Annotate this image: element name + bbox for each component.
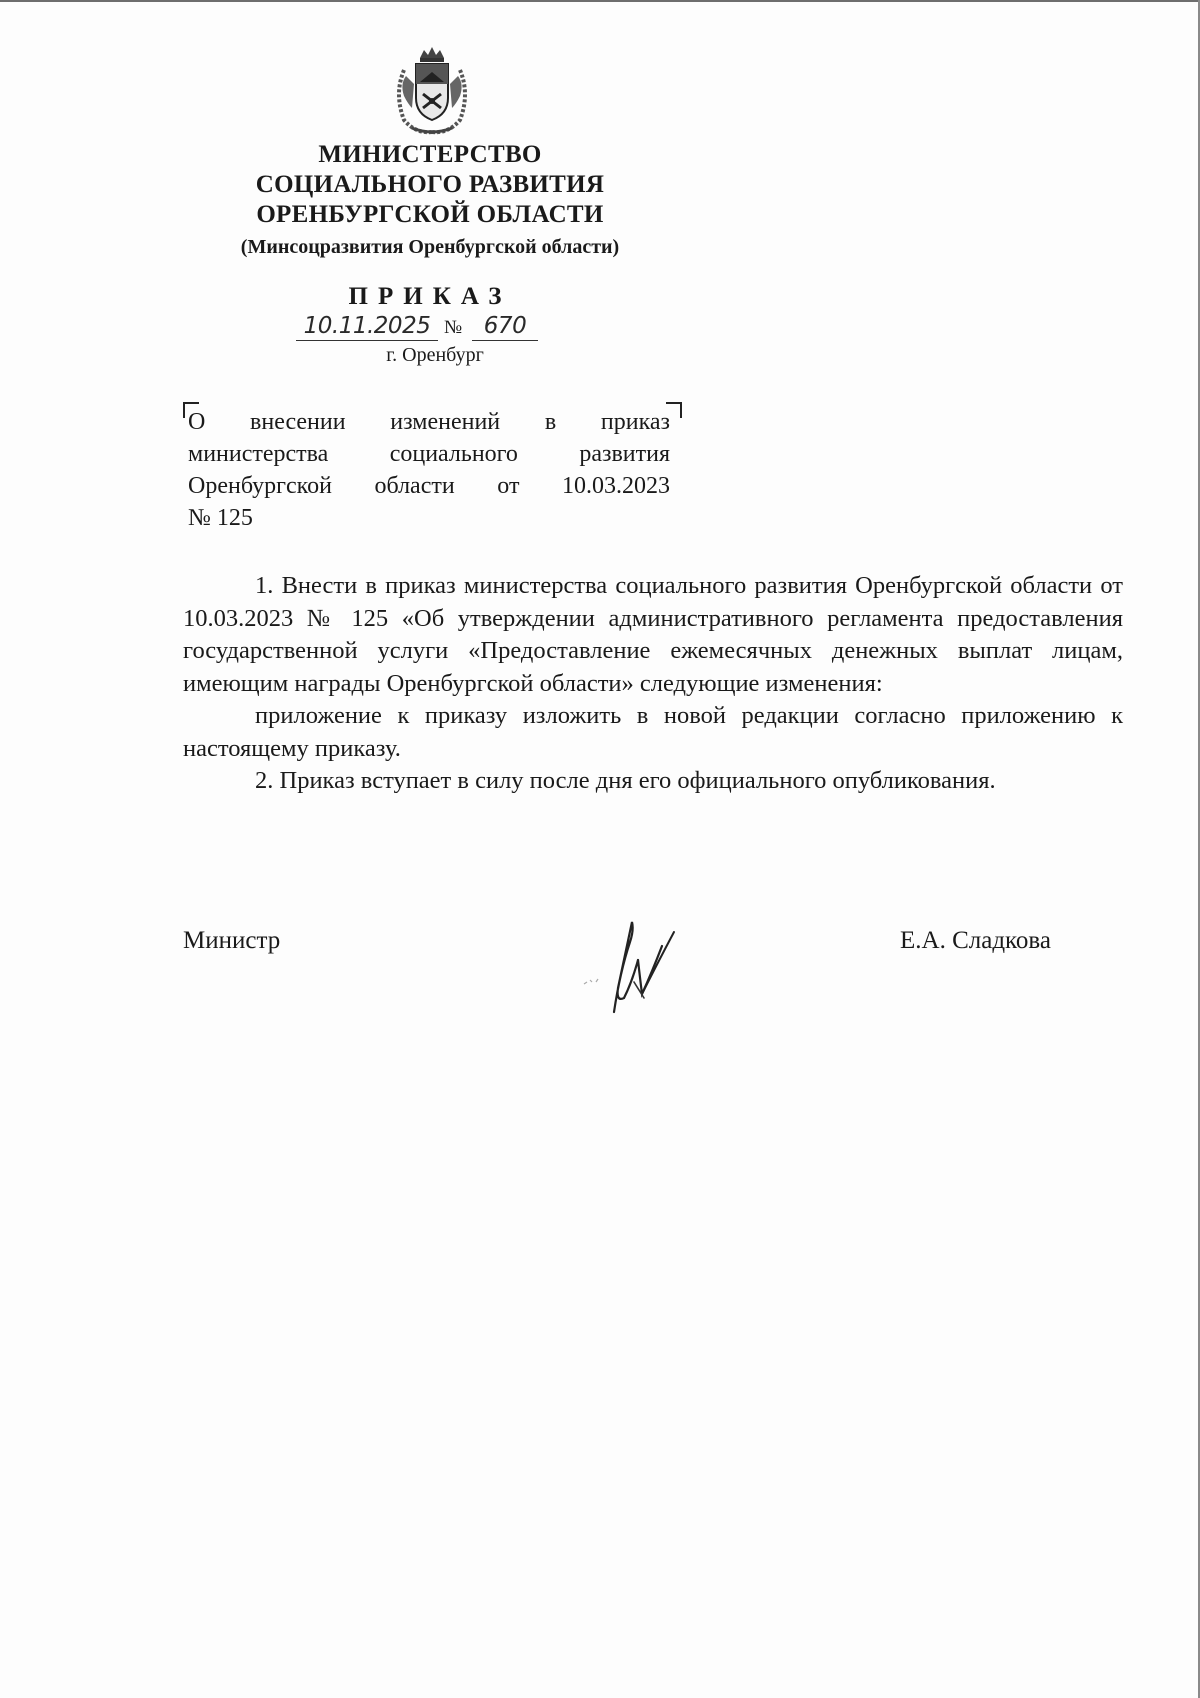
signatory-role: Министр bbox=[183, 927, 281, 954]
ministry-header bbox=[180, 140, 680, 262]
order-meta bbox=[292, 312, 552, 342]
body-paragraph-1: 1. Внести в приказ министерства социального развития Оренбургской области от 10.03.2023 № 125 «Об утверждении административного регламента предоставления государственной услуги «Предоставление ежемесячных денежных выплат лицам, имеющим награды Оренбургской области» следующие изменения: bbox=[183, 572, 1123, 697]
order-number-sign: № bbox=[444, 317, 463, 338]
ministry-line-1: МИНИСТЕРСТВО bbox=[318, 141, 542, 168]
ministry-line-3: ОРЕНБУРГСКОЙ ОБЛАСТИ bbox=[256, 201, 604, 228]
order-subject bbox=[188, 406, 670, 534]
order-body bbox=[183, 570, 1123, 798]
scan-edge-top bbox=[0, 0, 1200, 2]
subject-line-2: министерства социального развития bbox=[188, 441, 670, 467]
coat-of-arms-icon bbox=[390, 44, 474, 136]
subject-line-3: Оренбургской области от 10.03.2023 bbox=[188, 473, 670, 499]
subject-line-4: № 125 bbox=[188, 505, 253, 531]
signatory-name: Е.А. Сладкова bbox=[900, 927, 1051, 954]
subject-line-1: О внесении изменений в приказ bbox=[188, 409, 670, 435]
order-title: ПРИКАЗ bbox=[348, 283, 512, 310]
order-number: 670 bbox=[472, 312, 538, 341]
order-date: 10.11.2025 bbox=[296, 312, 438, 341]
body-paragraph-3: 2. Приказ вступает в силу после дня его официального опубликования. bbox=[255, 767, 996, 794]
ministry-short-name: (Минсоцразвития Оренбургской области) bbox=[240, 236, 620, 258]
body-paragraph-2: приложение к приказу изложить в новой редакции согласно приложению к настоящему приказу. bbox=[183, 702, 1123, 762]
order-city: г. Оренбург bbox=[386, 344, 484, 366]
handwritten-signature bbox=[572, 902, 732, 1034]
ministry-line-2: СОЦИАЛЬНОГО РАЗВИТИЯ bbox=[255, 171, 605, 198]
